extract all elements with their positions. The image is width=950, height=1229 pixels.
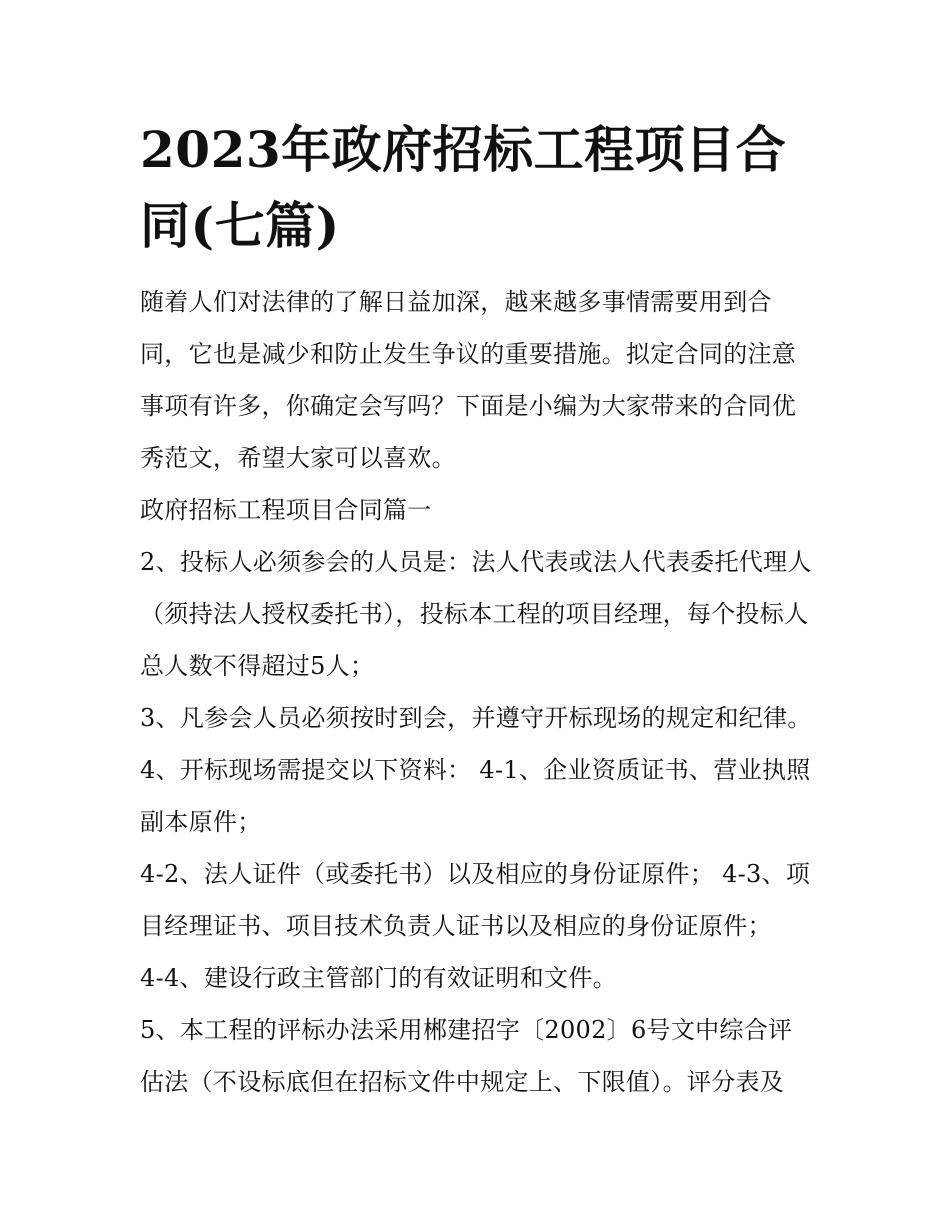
clause-5-paragraph: 5、本工程的评标办法采用郴建招字〔2002〕6号文中综合评估法（不设标底但在招标文件中规定上、下限值）。评分表及 — [140, 1016, 793, 1096]
document-body — [140, 276, 812, 1108]
clause-4-2-4-3-paragraph: 4-2、法人证件（或委托书）以及相应的身份证原件； 4-3、项目经理证书、项目技术负责人证书以及相应的身份证原件； — [140, 860, 811, 940]
clause-3-4-paragraph: 3、凡参会人员必须按时到会，并遵守开标现场的规定和纪律。 4、开标现场需提交以下资料： 4-1、企业资质证书、营业执照副本原件； — [140, 704, 812, 836]
document-title: 2023年政府招标工程项目合同(七篇) — [140, 120, 787, 255]
section-heading: 政府招标工程项目合同篇一 — [140, 496, 432, 524]
clause-4-4-paragraph: 4-4、建设行政主管部门的有效证明和文件。 — [140, 964, 617, 992]
clause-2-paragraph: 2、投标人必须参会的人员是：法人代表或法人代表委托代理人（须持法人授权委托书），投标本工程的项目经理，每个投标人总人数不得超过5人； — [140, 548, 812, 680]
intro-paragraph: 随着人们对法律的了解日益加深，越来越多事情需要用到合同，它也是减少和防止发生争议的重要措施。拟定合同的注意事项有许多，你确定会写吗？下面是小编为大家带来的合同优秀范文，希望大家可以喜欢。 — [140, 288, 797, 472]
